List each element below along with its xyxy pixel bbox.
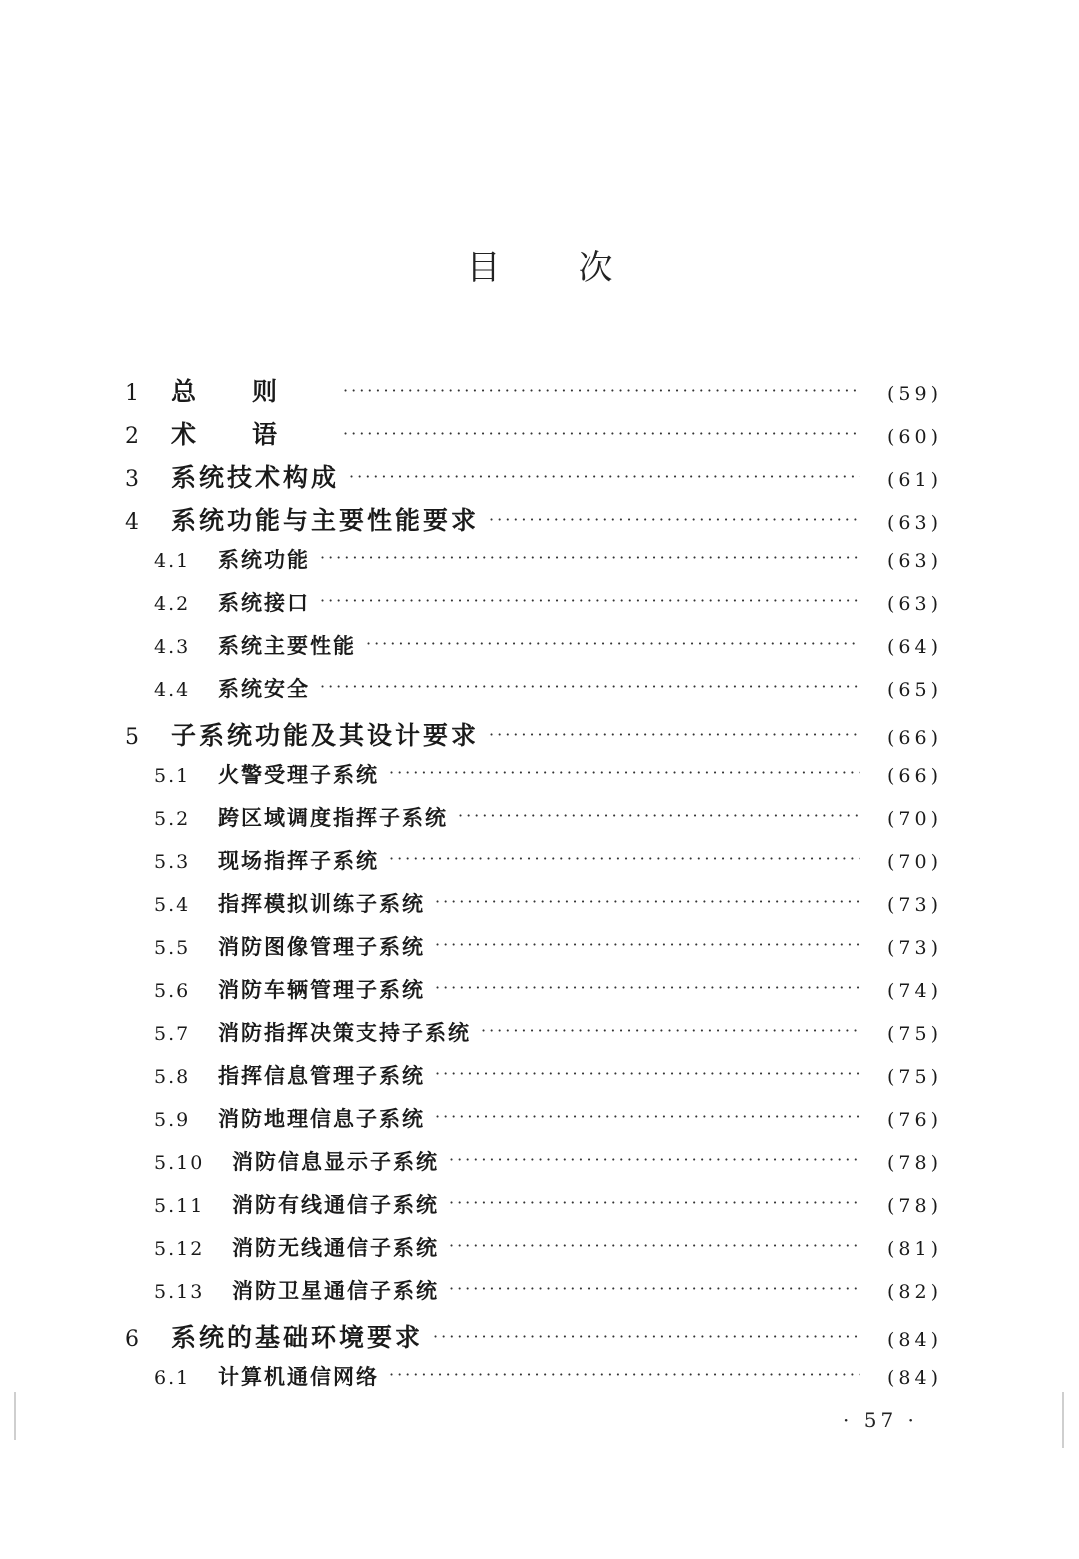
entry-number: 4.4 [154, 679, 191, 701]
entry-page-number: (63) [886, 550, 942, 572]
entry-title: 现场指挥子系统 [218, 848, 379, 873]
entry-number: 1 [125, 381, 139, 406]
scan-edge-mark [1062, 1392, 1064, 1448]
page-number: · 57 · [843, 1408, 918, 1432]
entry-title: 火警受理子系统 [218, 762, 379, 787]
entry-title: 消防无线通信子系统 [232, 1235, 439, 1260]
entry-title: 消防卫星通信子系统 [232, 1278, 439, 1303]
entry-number: 5.8 [154, 1066, 191, 1088]
entry-number: 5.2 [154, 808, 191, 830]
entry-number: 4 [125, 510, 139, 535]
dot-leader [435, 978, 860, 997]
entry-number: 5 [125, 725, 139, 750]
entry-number: 4.2 [154, 593, 191, 615]
dot-leader [489, 510, 860, 529]
entry-number: 2 [125, 424, 139, 449]
dot-leader [433, 1327, 860, 1346]
entry-title: 指挥模拟训练子系统 [218, 891, 425, 916]
entry-page-number: (78) [886, 1195, 942, 1217]
entry-title: 消防图像管理子系统 [218, 934, 425, 959]
dot-leader [458, 806, 860, 825]
toc-section-entry [154, 587, 942, 630]
toc-section-entry [154, 1189, 942, 1232]
entry-number: 5.13 [154, 1281, 205, 1303]
toc-section-entry [154, 1103, 942, 1146]
toc-section-entry [154, 1361, 942, 1404]
entry-page-number: (63) [886, 512, 942, 534]
dot-leader [389, 849, 860, 868]
entry-page-number: (73) [886, 894, 942, 916]
scan-edge-mark [14, 1392, 16, 1440]
entry-page-number: (84) [886, 1329, 942, 1351]
toc-section-entry [154, 1017, 942, 1060]
entry-page-number: (60) [886, 426, 942, 448]
entry-number: 5.11 [154, 1195, 205, 1217]
entry-number: 5.3 [154, 851, 191, 873]
entry-title: 系统功能 [218, 547, 310, 572]
entry-page-number: (64) [886, 636, 942, 658]
entry-page-number: (66) [886, 727, 942, 749]
toc-chapter-entry [125, 716, 942, 759]
toc-section-entry [154, 974, 942, 1017]
entry-title: 计算机通信网络 [218, 1364, 379, 1389]
toc-section-entry [154, 845, 942, 888]
toc-section-entry [154, 759, 942, 802]
toc-section-entry [154, 1060, 942, 1103]
dot-leader [389, 1365, 860, 1384]
dot-leader [481, 1021, 860, 1040]
entry-number: 4.1 [154, 550, 191, 572]
entry-number: 5.10 [154, 1152, 205, 1174]
entry-title: 系统主要性能 [218, 633, 356, 658]
entry-title: 系统接口 [218, 590, 310, 615]
entry-title: 消防信息显示子系统 [232, 1149, 439, 1174]
toc-chapter-entry [125, 372, 942, 415]
entry-page-number: (75) [886, 1066, 942, 1088]
dot-leader [449, 1193, 860, 1212]
dot-leader [320, 591, 860, 610]
entry-page-number: (73) [886, 937, 942, 959]
dot-leader [389, 763, 860, 782]
entry-page-number: (82) [886, 1281, 942, 1303]
entry-title: 系统技术构成 [171, 463, 340, 492]
page-title: 目次 [466, 248, 691, 288]
entry-number: 5.5 [154, 937, 191, 959]
entry-title: 术语 [171, 420, 334, 449]
entry-title: 消防车辆管理子系统 [218, 977, 425, 1002]
entry-title: 指挥信息管理子系统 [218, 1063, 425, 1088]
toc-section-entry [154, 544, 942, 587]
entry-title: 跨区域调度指挥子系统 [218, 805, 448, 830]
entry-page-number: (81) [886, 1238, 942, 1260]
entry-title: 消防地理信息子系统 [218, 1106, 425, 1131]
toc-chapter-entry [125, 1318, 942, 1361]
dot-leader [366, 634, 860, 653]
entry-page-number: (70) [886, 808, 942, 830]
toc-chapter-entry [125, 458, 942, 501]
entry-title: 系统的基础环境要求 [171, 1323, 424, 1352]
dot-leader [449, 1279, 860, 1298]
entry-number: 6.1 [154, 1367, 191, 1389]
entry-title: 子系统功能及其设计要求 [171, 721, 480, 750]
entry-number: 6 [125, 1327, 139, 1352]
entry-number: 5.4 [154, 894, 191, 916]
entry-title: 总则 [171, 377, 334, 406]
dot-leader [435, 935, 860, 954]
entry-number: 5.9 [154, 1109, 191, 1131]
entry-number: 5.6 [154, 980, 191, 1002]
dot-leader [320, 548, 860, 567]
entry-title: 系统安全 [218, 676, 310, 701]
entry-page-number: (59) [886, 383, 942, 405]
entry-page-number: (70) [886, 851, 942, 873]
dot-leader [320, 677, 860, 696]
toc-chapter-entry [125, 415, 942, 458]
entry-page-number: (76) [886, 1109, 942, 1131]
dot-leader [435, 1107, 860, 1126]
dot-leader [449, 1236, 860, 1255]
entry-page-number: (61) [886, 469, 942, 491]
entry-number: 5.7 [154, 1023, 191, 1045]
entry-title: 消防指挥决策支持子系统 [218, 1020, 471, 1045]
entry-page-number: (65) [886, 679, 942, 701]
entry-number: 4.3 [154, 636, 191, 658]
entry-page-number: (84) [886, 1367, 942, 1389]
entry-title: 系统功能与主要性能要求 [171, 506, 480, 535]
entry-page-number: (66) [886, 765, 942, 787]
toc-section-entry [154, 630, 942, 673]
entry-page-number: (74) [886, 980, 942, 1002]
dot-leader [449, 1150, 860, 1169]
entry-number: 3 [125, 467, 139, 492]
toc-section-entry [154, 1275, 942, 1318]
dot-leader [435, 1064, 860, 1083]
toc-chapter-entry [125, 501, 942, 544]
entry-title: 消防有线通信子系统 [232, 1192, 439, 1217]
toc-section-entry [154, 1232, 942, 1275]
dot-leader [349, 467, 860, 486]
toc-section-entry [154, 931, 942, 974]
toc-section-entry [154, 888, 942, 931]
entry-page-number: (75) [886, 1023, 942, 1045]
entry-number: 5.1 [154, 765, 191, 787]
toc-section-entry [154, 673, 942, 716]
toc-section-entry [154, 802, 942, 845]
entry-page-number: (78) [886, 1152, 942, 1174]
entry-number: 5.12 [154, 1238, 205, 1260]
entry-page-number: (63) [886, 593, 942, 615]
toc-section-entry [154, 1146, 942, 1189]
dot-leader [343, 381, 860, 400]
dot-leader [435, 892, 860, 911]
dot-leader [343, 424, 860, 443]
dot-leader [489, 725, 860, 744]
